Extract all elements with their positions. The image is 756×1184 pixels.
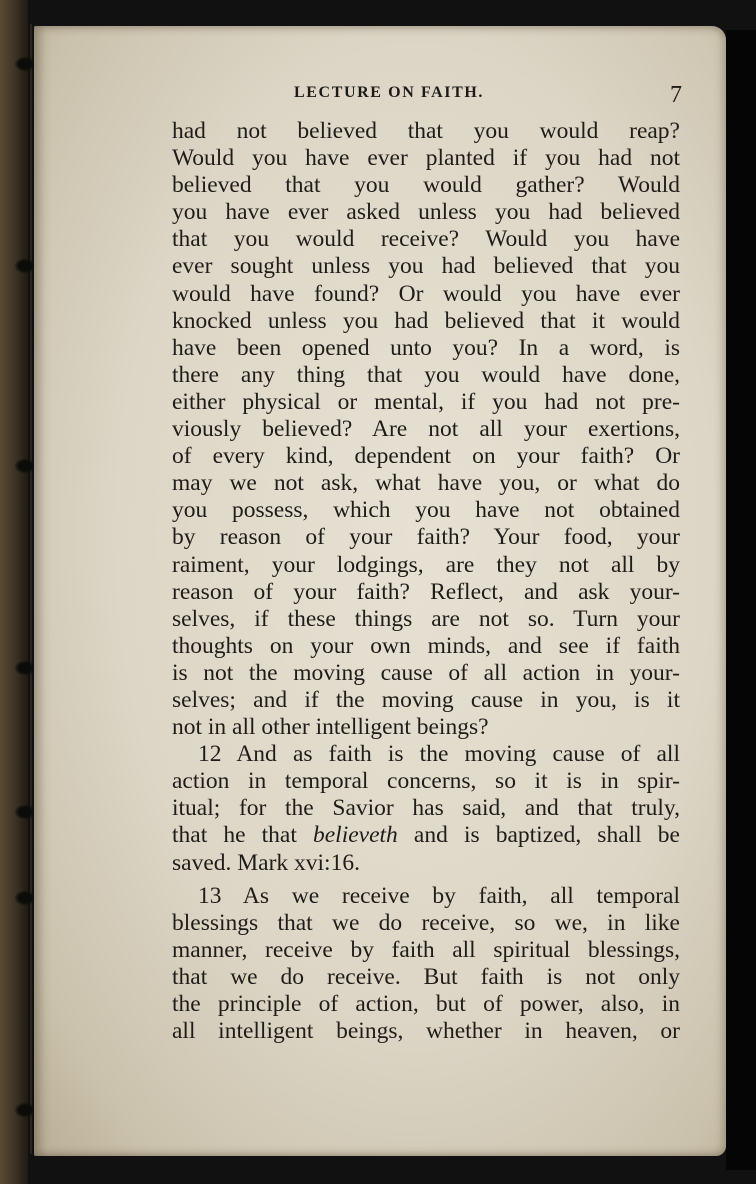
text-line: Would you have ever planted if you had not xyxy=(172,145,680,172)
text-line: you have ever asked unless you had believed xyxy=(172,199,680,226)
text-line: ever sought unless you had believed that you xyxy=(172,253,680,280)
binding-stitch xyxy=(14,890,36,906)
running-title: LECTURE ON FAITH. xyxy=(294,84,485,101)
text-line: of every kind, dependent on your faith? Or xyxy=(172,443,680,470)
book-binding-edge xyxy=(0,0,28,1184)
text-line: may we not ask, what have you, or what do xyxy=(172,470,680,497)
text-line: that you would receive? Would you have xyxy=(172,226,680,253)
text-line: all intelligent beings, whether in heaven, or xyxy=(172,1018,680,1045)
binding-stitch xyxy=(14,258,36,274)
text-line: either physical or mental, if you had not pre- xyxy=(172,388,680,415)
text-line: 13 As we receive by faith, all temporal xyxy=(198,882,680,909)
text-line: have been opened unto you? In a word, is xyxy=(172,334,680,361)
text-line: by reason of your faith? Your food, your xyxy=(172,524,680,551)
text-line: there any thing that you would have done, xyxy=(172,361,680,388)
text-line: had not believed that you would reap? xyxy=(172,118,680,144)
text-line: that we do receive. But faith is not only xyxy=(172,963,680,990)
page-outer-shadow xyxy=(726,30,756,1170)
binding-stitch xyxy=(14,804,36,820)
text-line: not in all other intelligent beings? xyxy=(172,714,489,741)
binding-gutter-line xyxy=(30,24,32,1154)
text-line: thoughts on your own minds, and see if faith xyxy=(172,632,680,659)
page-number: 7 xyxy=(670,82,682,108)
text-line: blessings that we do receive, so we, in like xyxy=(172,909,680,936)
binding-stitch xyxy=(14,458,36,474)
text-line: viously believed? Are not all your exertions, xyxy=(172,416,680,443)
text-line: you possess, which you have not obtained xyxy=(172,497,680,524)
text-line: selves; and if the moving cause in you, is it xyxy=(172,686,680,713)
body-text xyxy=(172,118,680,1045)
text-line: believed that you would gather? Would xyxy=(172,172,680,199)
binding-stitch xyxy=(14,56,36,72)
text-line: raiment, your lodgings, are they not all by xyxy=(172,551,680,578)
text-line: 12 And as faith is the moving cause of all xyxy=(198,741,680,768)
text-line: selves, if these things are not so. Turn your xyxy=(172,605,680,632)
text-line: is not the moving cause of all action in your- xyxy=(172,659,680,686)
text-line: reason of your faith? Reflect, and ask your- xyxy=(172,578,680,605)
binding-stitch xyxy=(14,1102,36,1118)
emphasized-word: believeth xyxy=(312,822,398,849)
text-line: action in temporal concerns, so it is in spir- xyxy=(172,768,680,795)
text-line: manner, receive by faith all spiritual blessings, xyxy=(172,936,680,963)
text-line: that he that believeth and is baptized, shall be xyxy=(172,822,680,849)
text-line: the principle of action, but of power, also, in xyxy=(172,991,680,1017)
text-line: saved. Mark xvi:16. xyxy=(172,849,360,876)
text-line: would have found? Or would you have ever xyxy=(172,280,680,307)
text-line: knocked unless you had believed that it would xyxy=(172,307,680,334)
binding-stitch xyxy=(14,660,36,676)
text-line: itual; for the Savior has said, and that truly, xyxy=(172,795,680,822)
